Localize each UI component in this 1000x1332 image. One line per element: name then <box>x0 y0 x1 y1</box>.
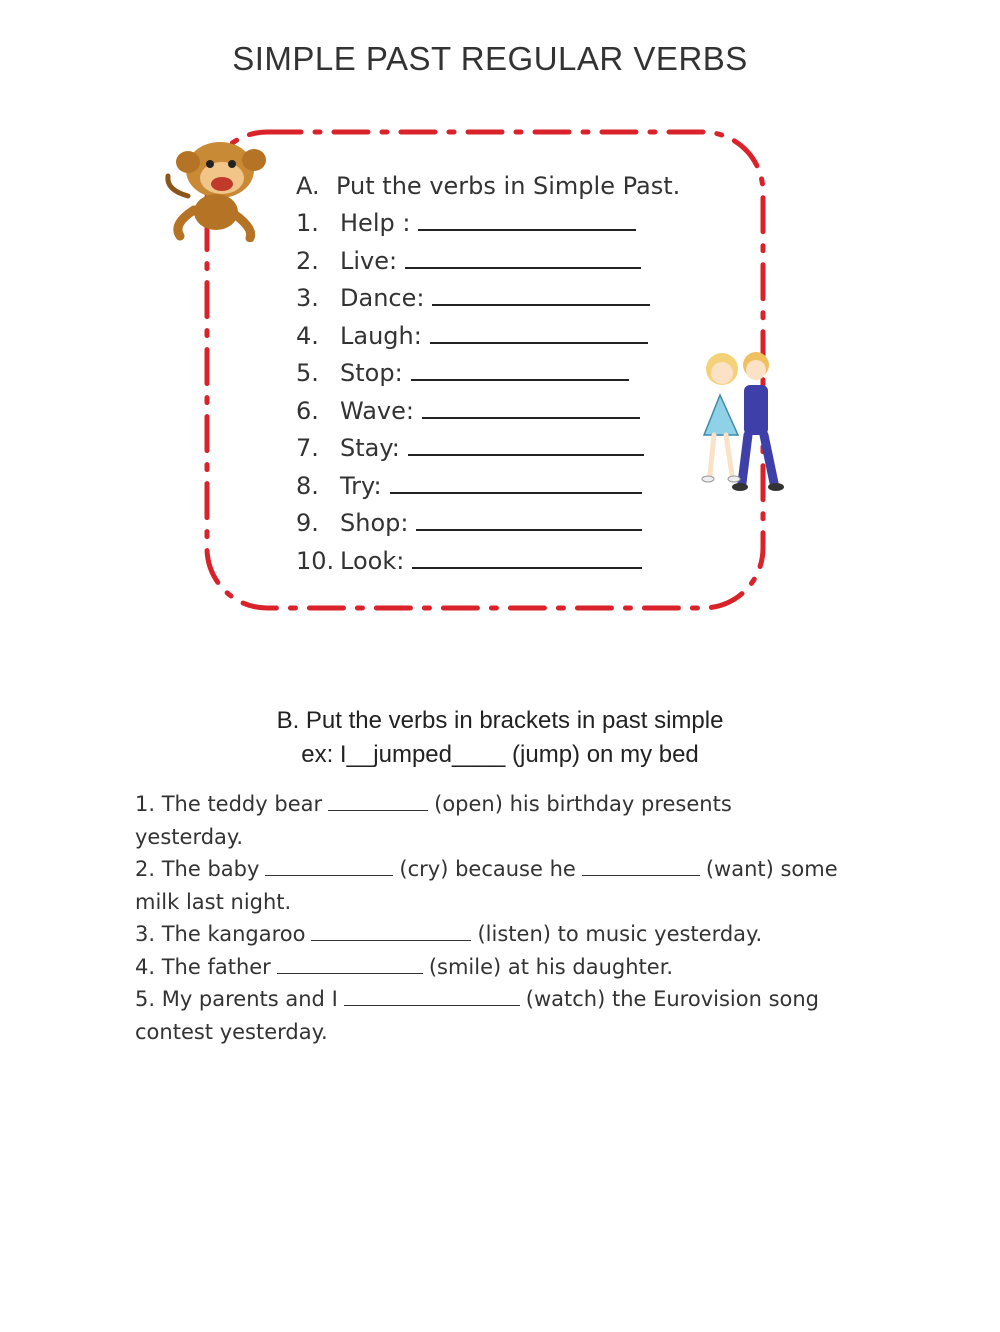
sentence-line <box>135 1016 875 1049</box>
verb-number: 7. <box>296 434 319 462</box>
verb-item <box>296 430 716 468</box>
answer-blank[interactable] <box>418 209 636 231</box>
answer-blank[interactable] <box>582 857 700 876</box>
verb-item <box>296 280 716 318</box>
verb-number: 6. <box>296 396 319 425</box>
verb-label: Help : <box>340 209 411 237</box>
verb-label: Dance: <box>340 284 425 312</box>
verb-number: 10. <box>296 546 335 575</box>
sentence-line <box>135 821 875 854</box>
verb-item <box>296 205 716 243</box>
verb-item <box>296 355 716 393</box>
sentence-text: (open) his birthday presents <box>434 792 732 816</box>
verb-item <box>296 393 716 431</box>
sentence-text: milk last night. <box>135 889 292 914</box>
verb-label: Shop: <box>340 509 409 537</box>
answer-blank[interactable] <box>416 509 642 531</box>
sentence-text: contest yesterday. <box>135 1019 328 1044</box>
sentence-line <box>135 886 875 919</box>
answer-blank[interactable] <box>408 434 644 456</box>
answer-blank[interactable] <box>432 284 650 306</box>
verb-number: 4. <box>296 321 319 350</box>
page-title: SIMPLE PAST REGULAR VERBS <box>232 40 748 77</box>
verb-item <box>296 543 716 581</box>
verb-item <box>296 318 716 356</box>
answer-blank[interactable] <box>277 955 423 974</box>
answer-blank[interactable] <box>405 247 641 269</box>
sentence-line <box>135 918 875 951</box>
sentence-text: yesterday. <box>135 824 244 849</box>
sentence-text: (listen) to music yesterday. <box>477 922 763 946</box>
answer-blank[interactable] <box>412 547 642 569</box>
verb-number: 9. <box>296 509 319 537</box>
answer-blank[interactable] <box>390 472 642 494</box>
section-a-instruction: Put the verbs in Simple Past. <box>336 172 681 200</box>
section-b-heading <box>0 704 1000 772</box>
verb-item <box>296 468 716 506</box>
section-a-letter: A. <box>296 172 320 200</box>
sentence-text: 4. The father <box>135 954 271 979</box>
section-a-title <box>296 168 716 205</box>
section-b-sentences <box>135 788 875 1048</box>
sentence-text: (want) some <box>705 857 838 881</box>
section-a <box>296 168 716 580</box>
section-b-instruction: B. Put the verbs in brackets in past simple <box>276 707 724 734</box>
sentence-line <box>135 983 875 1016</box>
verb-number: 5. <box>296 359 319 387</box>
sentence-line <box>135 951 875 984</box>
monkey-illustration <box>158 132 278 242</box>
sentence-line <box>135 853 875 886</box>
verb-number: 8. <box>296 471 319 500</box>
verb-label: Try: <box>340 471 382 500</box>
verb-number: 1. <box>296 209 319 237</box>
verb-label: Wave: <box>340 396 414 425</box>
verb-label: Live: <box>340 246 398 275</box>
sentence-line <box>135 788 875 821</box>
sentence-text: (cry) because he <box>399 857 576 881</box>
sentence-text: 1. The teddy bear <box>135 792 323 816</box>
verb-label: Stop: <box>340 359 403 387</box>
sentence-text: 3. The kangaroo <box>135 922 306 946</box>
verb-number: 3. <box>296 284 319 312</box>
verb-label: Laugh: <box>340 321 422 350</box>
answer-blank[interactable] <box>411 359 629 381</box>
verb-item <box>296 243 716 281</box>
answer-blank[interactable] <box>311 922 471 941</box>
section-b-example: ex: I__jumped____ (jump) on my bed <box>301 741 699 768</box>
answer-blank[interactable] <box>430 322 648 344</box>
verb-label: Stay: <box>340 434 400 462</box>
verb-number: 2. <box>296 246 319 275</box>
answer-blank[interactable] <box>265 857 393 876</box>
sentence-text: 5. My parents and I <box>135 987 338 1011</box>
answer-blank[interactable] <box>344 987 520 1006</box>
answer-blank[interactable] <box>328 792 428 811</box>
answer-blank[interactable] <box>422 397 640 419</box>
sentence-text: (smile) at his daughter. <box>428 954 674 979</box>
verb-item <box>296 505 716 543</box>
sentence-text: (watch) the Eurovision song <box>525 987 819 1011</box>
sentence-text: 2. The baby <box>135 857 260 881</box>
verb-label: Look: <box>340 546 405 575</box>
